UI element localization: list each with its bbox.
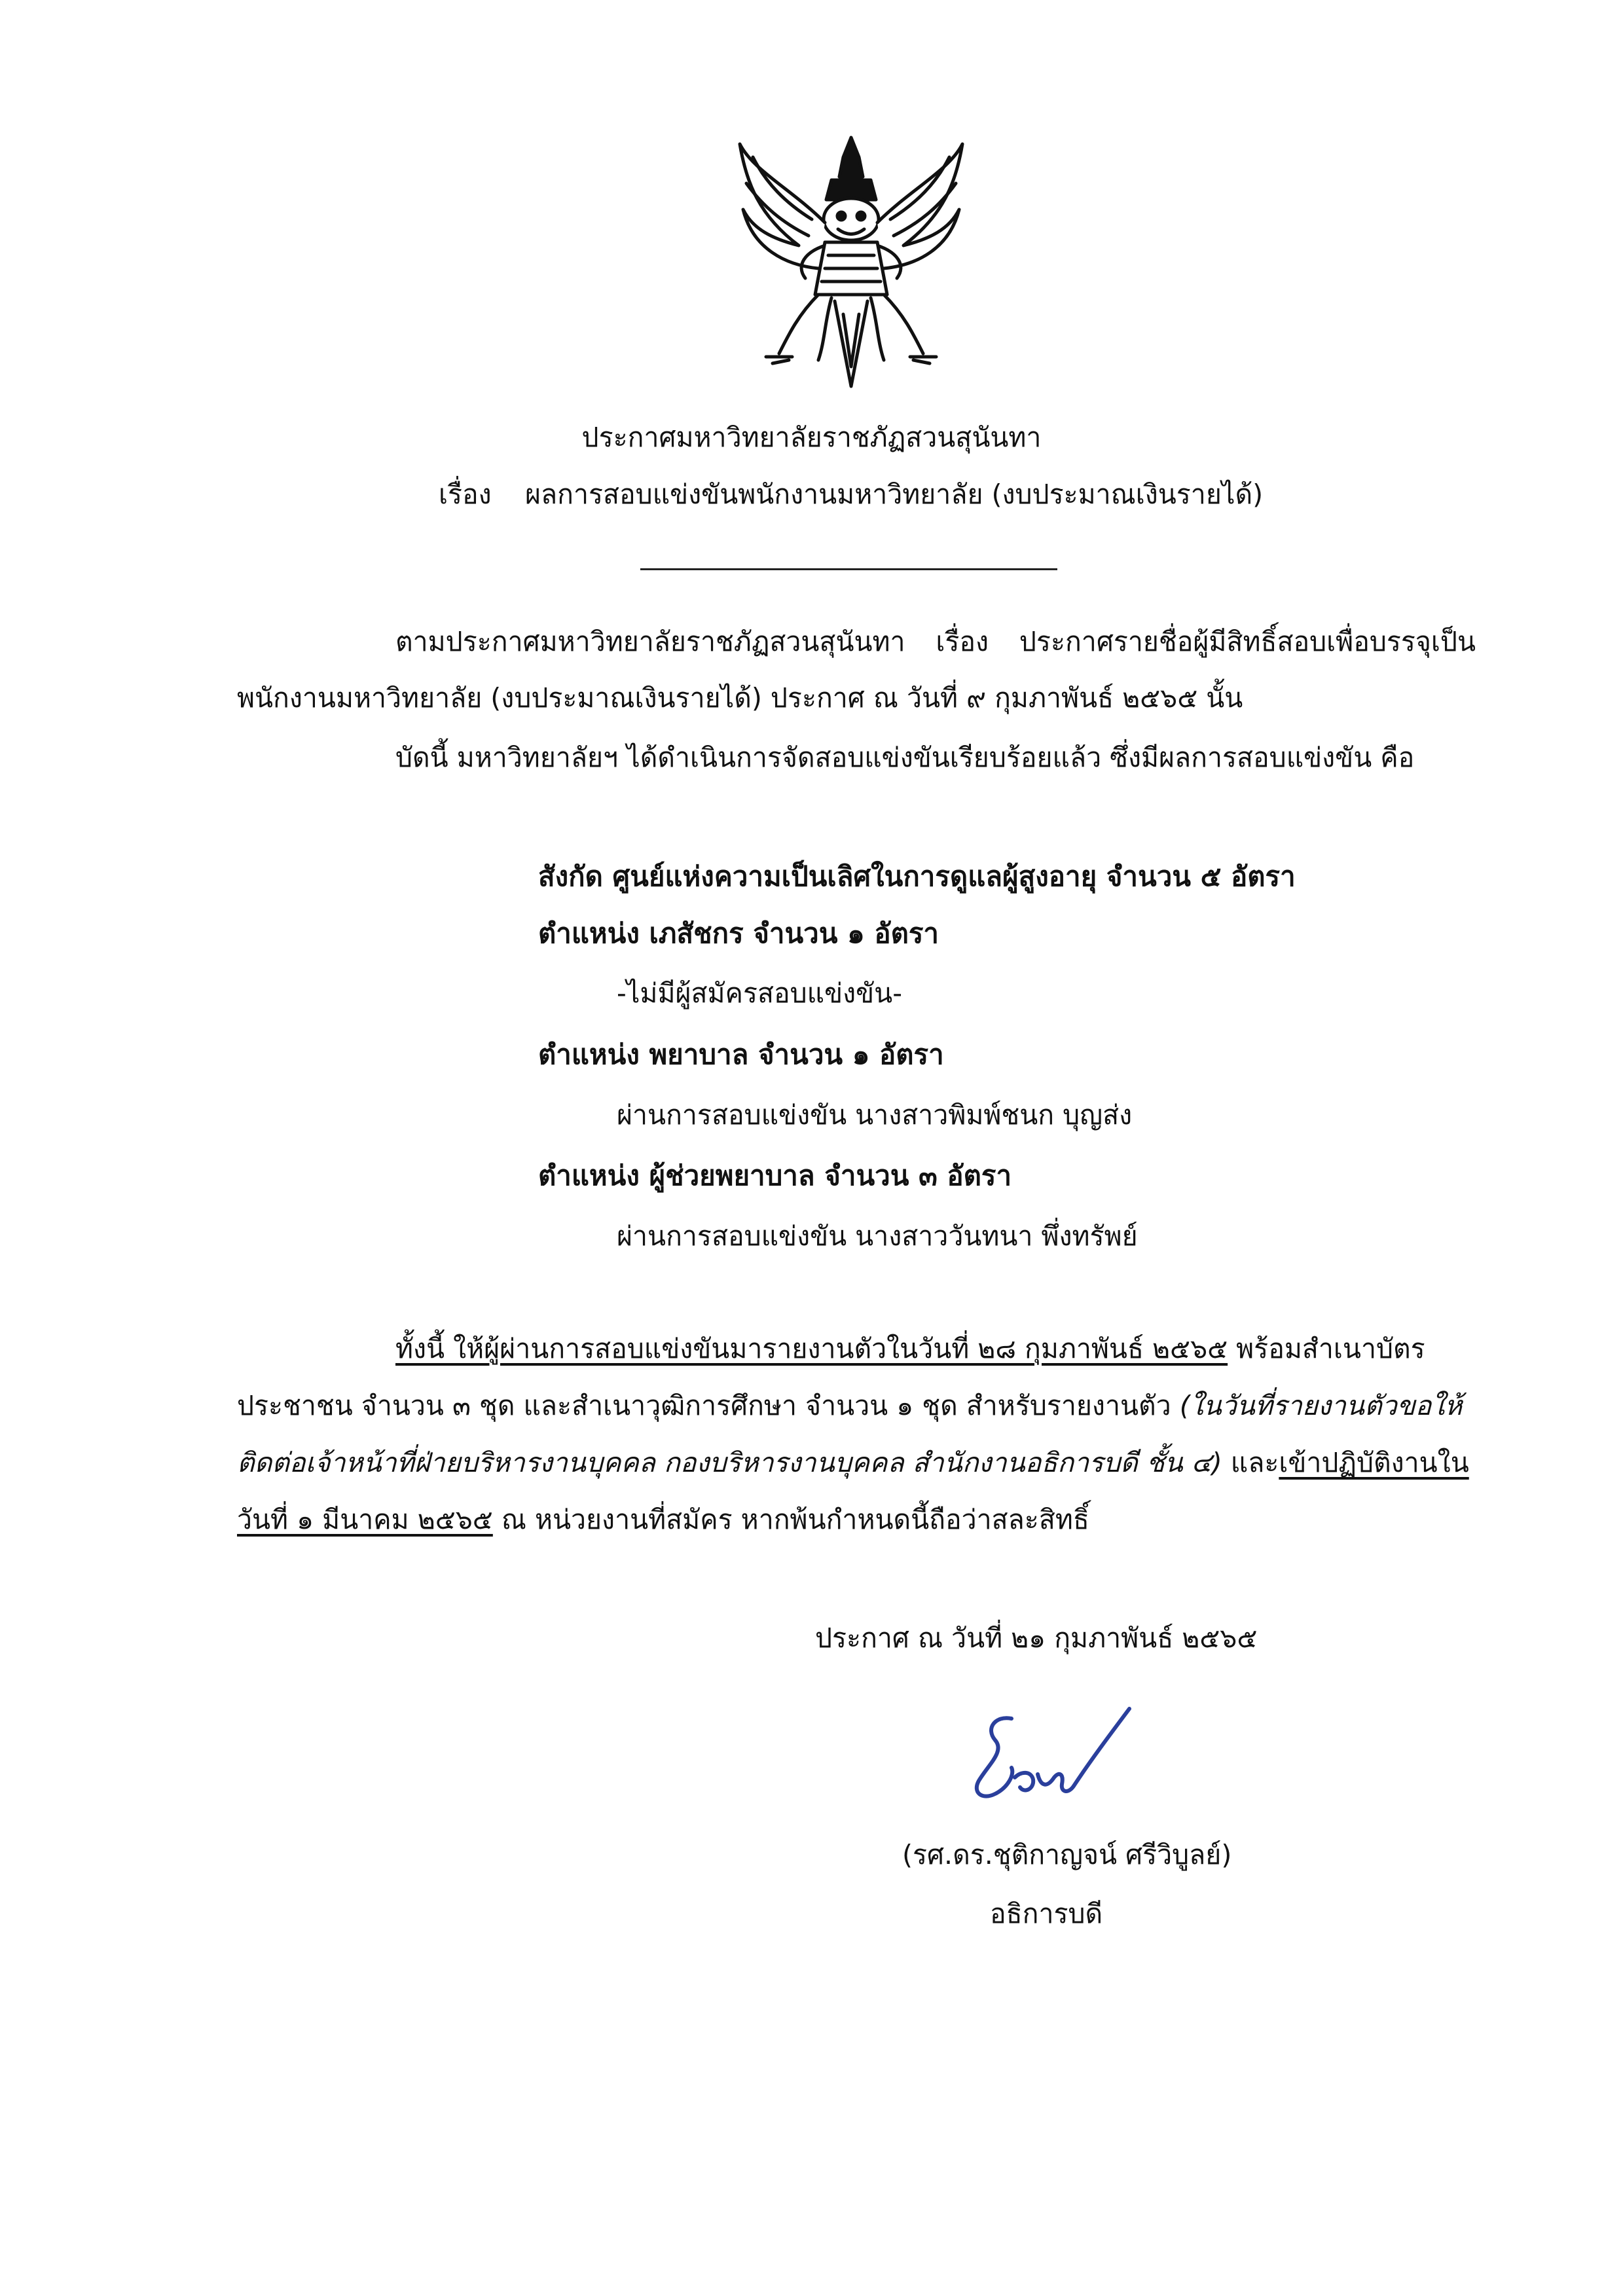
start-date-underlined: วันที่ ๑ มีนาคม ๒๕๖๕ — [237, 1504, 493, 1535]
intro-line-1-part-1: ตามประกาศมหาวิทยาลัยราชภัฏสวนสุนันทา — [395, 626, 905, 657]
position-title: ตำแหน่ง ผู้ช่วยพยาบาล จำนวน ๓ อัตรา — [538, 1159, 1012, 1192]
signature-icon — [949, 1689, 1146, 1813]
announcement-title: ประกาศมหาวิทยาลัยราชภัฏสวนสุนันทา — [581, 422, 1042, 453]
notice-line-2-text: ประชาชน จำนวน ๓ ชุด และสำเนาวุฒิการศึกษา จำนวน ๑ ชุด สำหรับรายงานตัว — [237, 1390, 1180, 1421]
unit-heading: สังกัด ศูนย์แห่งความเป็นเลิศในการดูแลผู้สูงอายุ จำนวน ๕ อัตรา — [538, 860, 1296, 892]
intro-line-1-part-2: เรื่อง — [936, 626, 989, 657]
notice-line-1 — [395, 1333, 1425, 1364]
notice-line-4-text: ณ หน่วยงานที่สมัคร หากพ้นกำหนดนี้ถือว่าสละสิทธิ์ — [492, 1504, 1089, 1535]
notice-line-3-text: และ — [1222, 1447, 1279, 1478]
subject-text: ผลการสอบแข่งขันพนักงานมหาวิทยาลัย (งบประมาณเงินรายได้) — [525, 479, 1264, 510]
notice-line-4 — [237, 1506, 1089, 1533]
intro-line-1 — [395, 626, 1476, 657]
notice-line-2-italic: (ในวันที่รายงานตัวขอให้ — [1179, 1390, 1463, 1421]
intro-line-3: บัดนี้ มหาวิทยาลัยฯ ได้ดำเนินการจัดสอบแข่งขันเรียบร้อยแล้ว ซึ่งมีผลการสอบแข่งขัน คือ — [395, 742, 1415, 773]
position-title: ตำแหน่ง เภสัชกร จำนวน ๑ อัตรา — [538, 917, 939, 949]
intro-line-1-part-3: ประกาศรายชื่อผู้มีสิทธิ์สอบเพื่อบรรจุเป็น — [1019, 626, 1476, 657]
header-divider — [640, 568, 1057, 570]
signer-title: อธิการบดี — [990, 1898, 1103, 1929]
notice-line-2 — [237, 1390, 1463, 1421]
report-date-underlined: ทั้งนี้ ให้ผู้ผ่านการสอบแข่งขันมารายงานตัวในวันที่ ๒๘ กุมภาพันธ์ ๒๕๖๕ — [395, 1333, 1228, 1364]
subject-label: เรื่อง — [439, 479, 492, 510]
intro-line-2: พนักงานมหาวิทยาลัย (งบประมาณเงินรายได้) ประกาศ ณ วันที่ ๙ กุมภาพันธ์ ๒๕๖๕ นั้น — [237, 682, 1243, 714]
signer-name: (รศ.ดร.ชุติกาญจน์ ศรีวิบูลย์) — [902, 1839, 1232, 1870]
notice-line-1-rest: พร้อมสำเนาบัตร — [1228, 1333, 1425, 1364]
garuda-emblem-icon — [727, 131, 976, 393]
position-title: ตำแหน่ง พยาบาล จำนวน ๑ อัตรา — [538, 1038, 944, 1070]
announce-date: ประกาศ ณ วันที่ ๒๑ กุมภาพันธ์ ๒๕๖๕ — [815, 1622, 1258, 1654]
notice-line-3 — [237, 1449, 1469, 1476]
position-result: -ไม่มีผู้สมัครสอบแข่งขัน- — [617, 977, 902, 1009]
notice-line-3-italic: ติดต่อเจ้าหน้าที่ฝ่ายบริหารงานบุคคล กองบริหารงานบุคคล สำนักงานอธิการบดี ชั้น ๔) — [237, 1447, 1222, 1478]
position-result: ผ่านการสอบแข่งขัน นางสาววันทนา พึ่งทรัพย์ — [617, 1220, 1138, 1252]
start-work-underlined: เข้าปฏิบัติงานใน — [1279, 1447, 1469, 1478]
position-result: ผ่านการสอบแข่งขัน นางสาวพิมพ์ชนก บุญส่ง — [617, 1099, 1133, 1131]
